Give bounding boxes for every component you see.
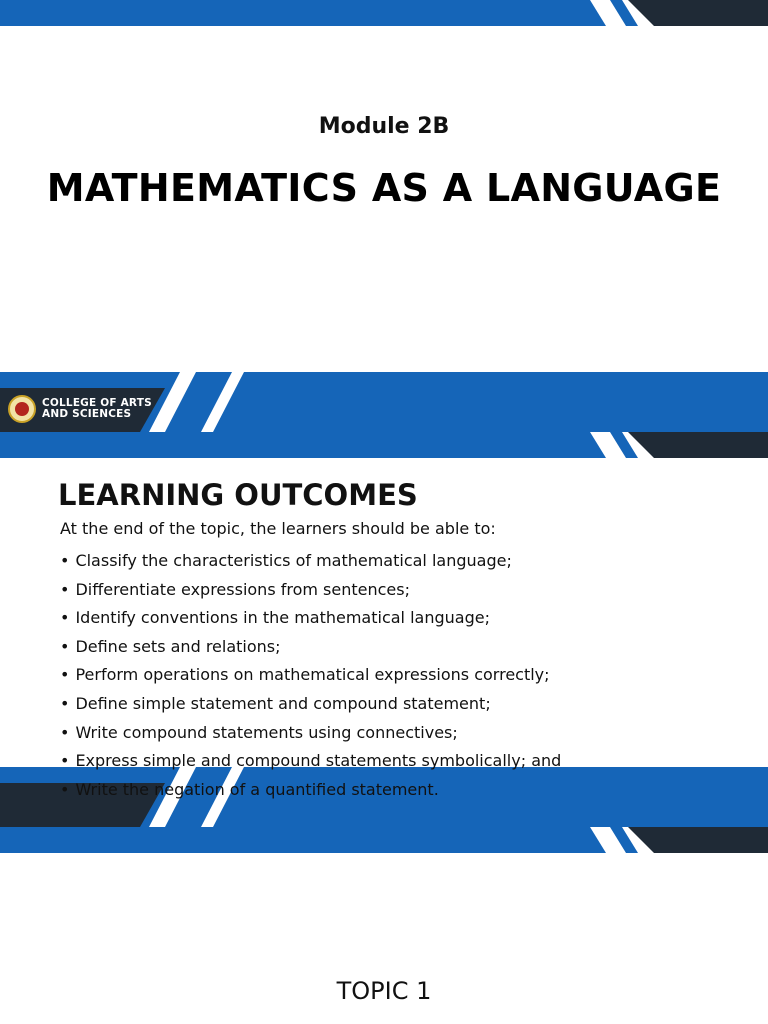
top-decorative-band (0, 827, 768, 853)
list-item: • Perform operations on mathematical expressions correctly; (60, 661, 561, 690)
brand-text (42, 398, 152, 420)
list-item: • Classify the characteristics of mathematical language; (60, 547, 561, 576)
topic-label: TOPIC 1 (336, 977, 432, 1005)
list-item: • Write the negation of a quantified statement. (60, 776, 561, 805)
list-item: • Differentiate expressions from sentences; (60, 576, 561, 605)
list-item: • Express simple and compound statements symbolically; and (60, 747, 561, 776)
slide-title (0, 0, 768, 432)
page-title: MATHEMATICS AS A LANGUAGE (46, 166, 722, 210)
list-item: • Define sets and relations; (60, 633, 561, 662)
brand-line-1: COLLEGE OF ARTS (42, 397, 152, 409)
intro-text: At the end of the topic, the learners should be able to: (60, 519, 496, 538)
list-item: • Write compound statements using connectives; (60, 719, 561, 748)
top-decorative-band (0, 432, 768, 458)
college-seal-icon (8, 395, 36, 423)
list-item: • Identify conventions in the mathematical language; (60, 604, 561, 633)
top-decorative-band (0, 0, 768, 26)
brand-line-2: AND SCIENCES (42, 408, 132, 420)
college-brand (8, 389, 152, 429)
module-label: Module 2B (318, 114, 450, 139)
section-heading: LEARNING OUTCOMES (58, 478, 418, 512)
list-item: • Define simple statement and compound statement; (60, 690, 561, 719)
outcomes-list (60, 547, 561, 804)
